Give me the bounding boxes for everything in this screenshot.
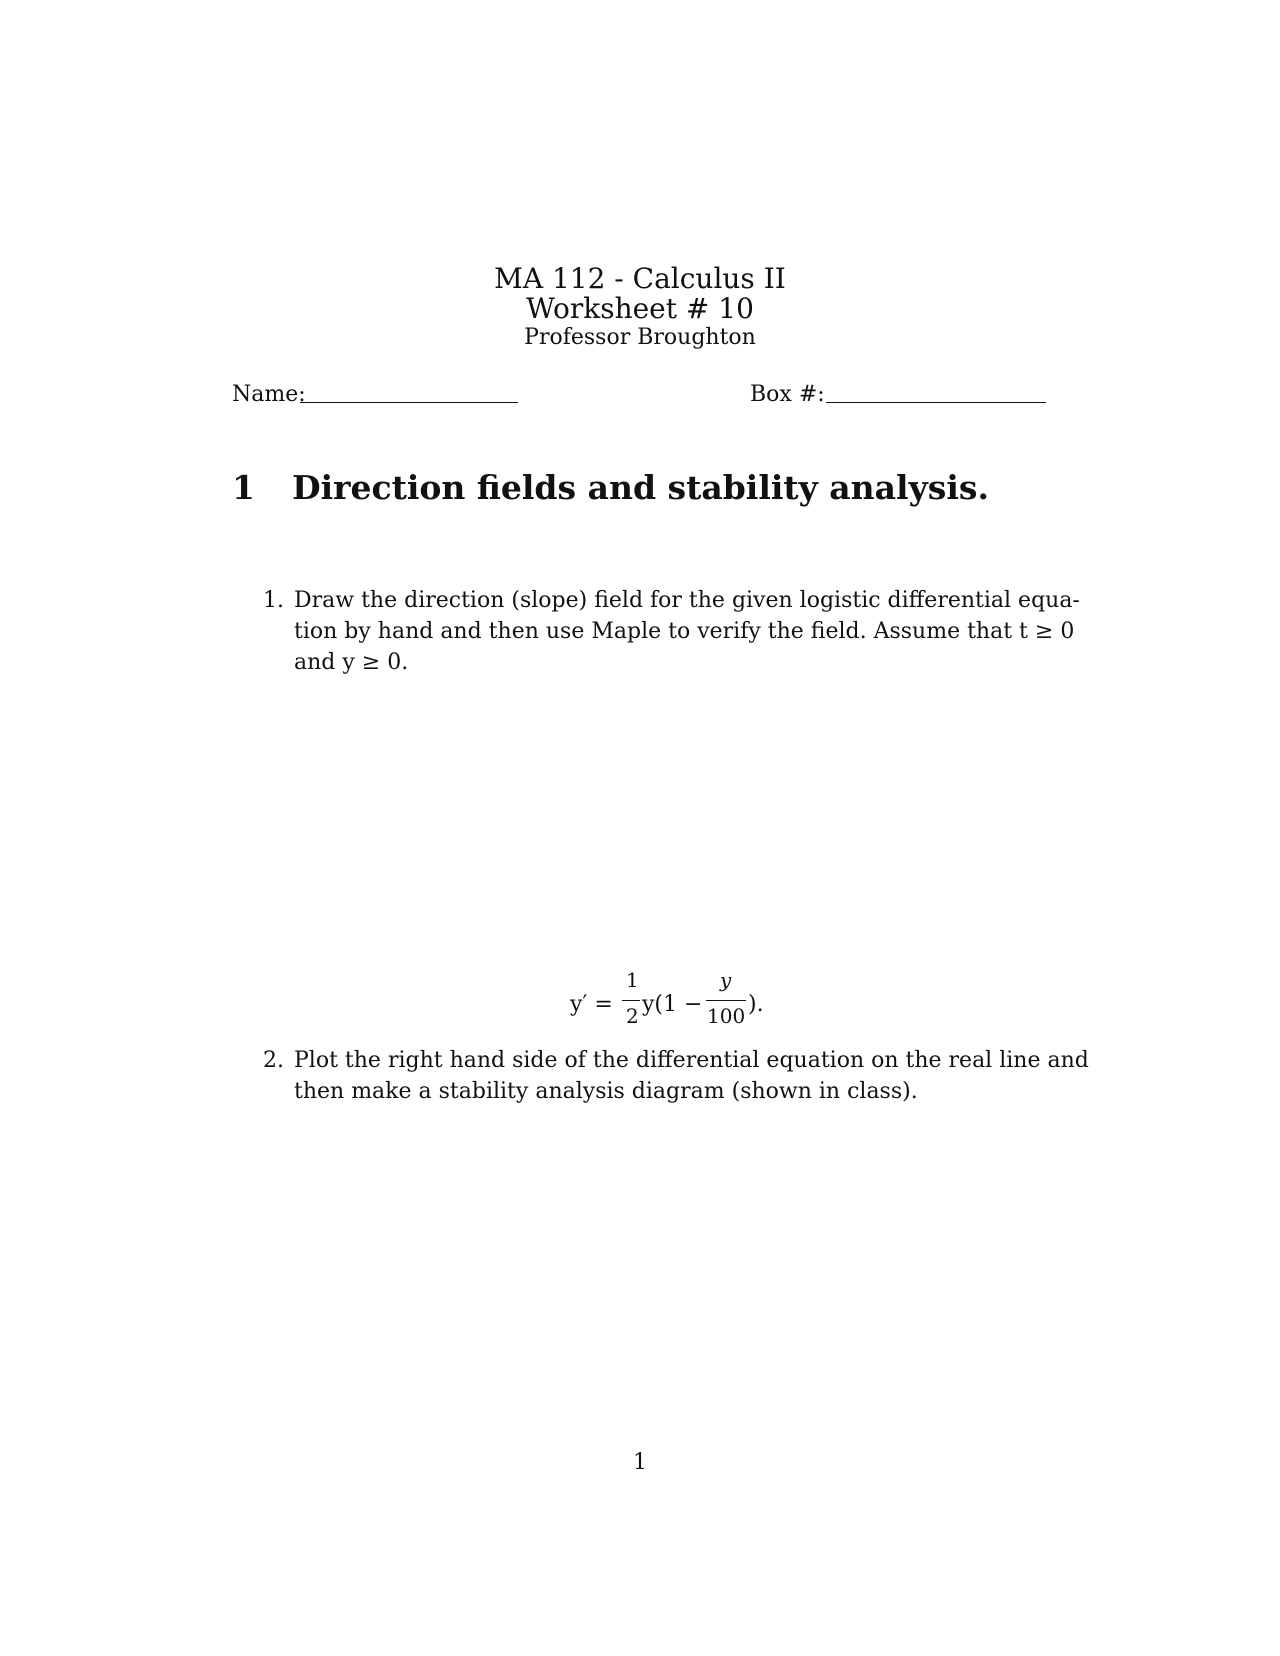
equation-tail: ). [748,992,764,1017]
problem-2-line-2: then make a stability analysis diagram (shown in class). [294,1079,918,1104]
box-blank-line [826,402,1046,403]
fraction-2-numerator: y [720,968,732,992]
section-number: 1 [232,468,255,507]
name-blank-line [300,402,518,403]
fraction-2-bar [706,1000,746,1001]
logistic-equation [570,968,790,1030]
problem-1-line-1: Draw the direction (slope) field for the given logistic differential equa- [294,588,1080,613]
fraction-1-bar [622,1000,640,1001]
page-number: 1 [633,1450,647,1475]
professor-name: Professor Broughton [524,325,756,350]
course-title: MA 112 - Calculus II [494,262,786,295]
equation-middle: y(1 − [642,992,703,1017]
section-title: Direction fields and stability analysis. [292,468,989,507]
worksheet-title: Worksheet # 10 [526,292,754,325]
problem-1-number: 1. [263,588,284,613]
problem-2-number: 2. [263,1048,284,1073]
box-label: Box #: [750,382,825,407]
problem-1-line-2: tion by hand and then use Maple to verify the field. Assume that t ≥ 0 [294,619,1075,644]
problem-1-line-3: and y ≥ 0. [294,650,409,675]
equation-lhs: y′ = [570,992,613,1017]
name-label: Name: [232,382,306,407]
fraction-2-denominator: 100 [707,1004,746,1028]
fraction-1-numerator: 1 [626,968,639,992]
fraction-1-denominator: 2 [626,1004,639,1028]
problem-2-line-1: Plot the right hand side of the differential equation on the real line and [294,1048,1089,1073]
